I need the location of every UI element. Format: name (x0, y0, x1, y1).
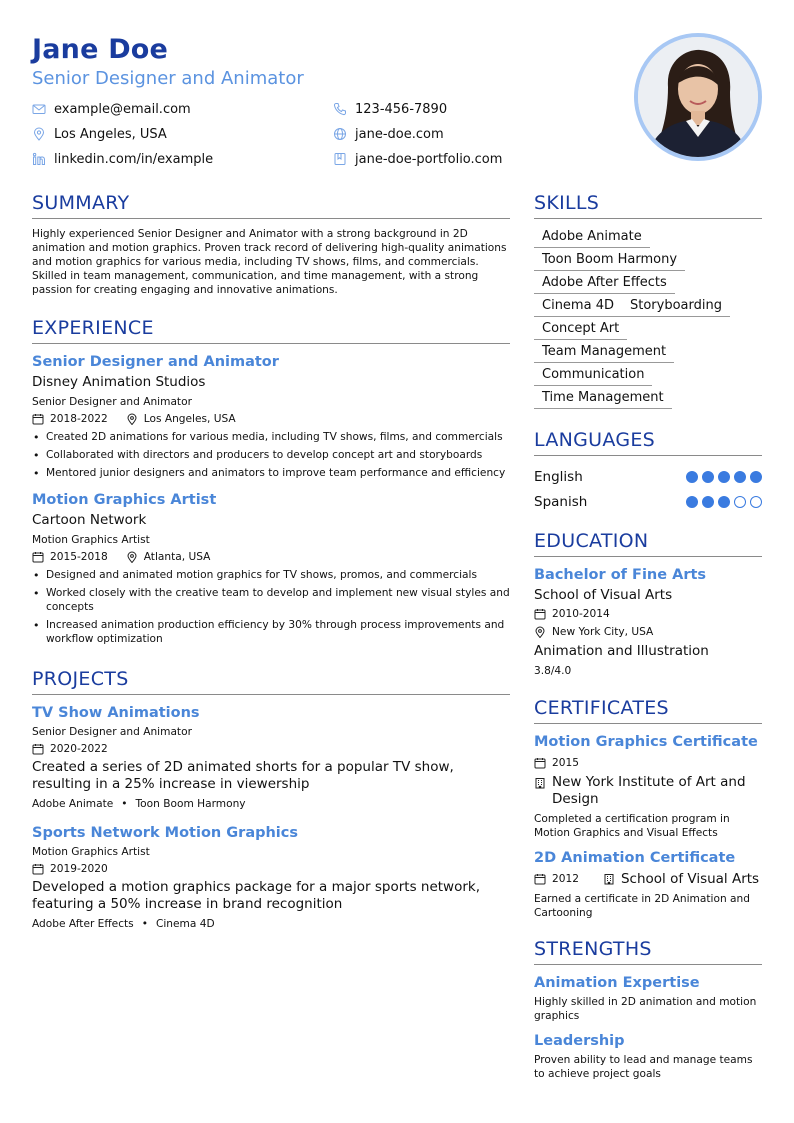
contact-linkedin[interactable] (32, 150, 213, 168)
certificate-year: 2012 (552, 873, 579, 885)
rating-dot (750, 496, 762, 508)
project-tag: Adobe After Effects (32, 918, 134, 930)
degree-title: Bachelor of Fine Arts (534, 567, 707, 583)
project-dates: 2019-2020 (50, 863, 108, 875)
position-label: Motion Graphics Artist (32, 534, 150, 546)
job-title: Senior Designer and Animator (32, 354, 279, 370)
bullet-item: • Increased animation production efficiency by 30% through process improvements and workflow optimization (32, 618, 510, 646)
project-tag: Toon Boom Harmony (135, 798, 246, 810)
language-row (534, 464, 762, 489)
rating-dot (686, 496, 698, 508)
skill-tag: Adobe After Effects (534, 273, 675, 294)
contact-email[interactable] (32, 100, 191, 118)
envelope-icon (32, 102, 46, 116)
project-dates: 2020-2022 (50, 743, 108, 755)
rating-dot (750, 471, 762, 483)
project-title: Sports Network Motion Graphics (32, 825, 299, 841)
map-pin-icon (32, 127, 46, 141)
proficiency-rating (686, 496, 762, 508)
building-icon (534, 777, 546, 789)
field-of-study: Animation and Illustration (534, 643, 709, 659)
strength-title: Animation Expertise (534, 975, 700, 991)
education-heading: EDUCATION (534, 530, 762, 557)
location-text: Los Angeles, USA (54, 126, 167, 142)
language-name: Spanish (534, 493, 588, 510)
certificate-issuer: School of Visual Arts (620, 871, 760, 887)
rating-dot (686, 471, 698, 483)
proficiency-rating (686, 471, 762, 483)
website-text: jane-doe.com (355, 126, 444, 142)
skill-tag: Time Management (534, 388, 672, 409)
calendar-icon (534, 608, 546, 620)
skill-tag: Team Management (534, 342, 674, 363)
skill-tag: Communication (534, 365, 652, 386)
certificate-year-row (534, 870, 762, 888)
strength-description: Proven ability to lead and manage teams to achieve project goals (534, 1054, 753, 1080)
school-name: School of Visual Arts (534, 587, 673, 603)
calendar-icon (534, 757, 546, 769)
project-entry (32, 703, 510, 813)
certificate-title: 2D Animation Certificate (534, 850, 736, 866)
calendar-icon (32, 743, 44, 755)
job-title: Motion Graphics Artist (32, 492, 217, 508)
education-location: New York City, USA (552, 626, 654, 638)
certificate-description: Completed a certification program in Motion Graphics and Visual Effects (534, 813, 730, 839)
project-role: Senior Designer and Animator (32, 726, 192, 738)
phone-text: 123-456-7890 (355, 101, 448, 117)
globe-icon (333, 127, 347, 141)
job-dates: 2018-2022 (50, 413, 108, 425)
bookmark-icon (333, 152, 347, 166)
summary-text: Highly experienced Senior Designer and Animator with a strong background in 2D animation and motion graphics. Proven track record of delivering high-quality animations and motion graphics for various media, including TV shows, films, and commercials. Skilled in team management, communication, and time management, with a strong passion for creating engaging and innovative animations. (32, 228, 507, 296)
avatar (638, 37, 758, 157)
portfolio-text: jane-doe-portfolio.com (355, 151, 503, 167)
gpa-text: 3.8/4.0 (534, 665, 572, 677)
project-tag: Adobe Animate (32, 798, 114, 810)
experience-entry (32, 490, 510, 646)
linkedin-text: linkedin.com/in/example (54, 151, 214, 167)
job-bullets (32, 568, 510, 646)
languages-heading: LANGUAGES (534, 429, 762, 456)
bullet-item: • Worked closely with the creative team to develop and implement new visual styles and concepts (32, 586, 510, 614)
resume-header (32, 34, 632, 180)
company-name: Disney Animation Studios (32, 374, 206, 390)
education-dates: 2010-2014 (552, 608, 610, 620)
job-meta (32, 548, 510, 566)
phone-icon (333, 102, 347, 116)
calendar-icon (32, 863, 44, 875)
position-label: Senior Designer and Animator (32, 396, 192, 408)
projects-heading: PROJECTS (32, 668, 510, 695)
language-name: English (534, 468, 583, 485)
bullet-item: • Collaborated with directors and producers to develop concept art and storyboards (32, 448, 510, 462)
certificate-issuer-row (534, 774, 762, 808)
bullet-item: • Designed and animated motion graphics for TV shows, promos, and commercials (32, 568, 510, 582)
project-title: TV Show Animations (32, 705, 200, 721)
strengths-heading: STRENGTHS (534, 938, 762, 965)
project-meta (32, 740, 510, 758)
strength-entry (534, 1031, 762, 1081)
calendar-icon (32, 413, 44, 425)
calendar-icon (32, 551, 44, 563)
strength-title: Leadership (534, 1033, 625, 1049)
map-pin-icon (126, 413, 138, 425)
job-location: Los Angeles, USA (143, 413, 236, 425)
languages-list (534, 464, 762, 514)
education-location-row (534, 623, 762, 641)
main-column (32, 192, 510, 933)
job-location: Atlanta, USA (143, 551, 211, 563)
rating-dot (702, 471, 714, 483)
certificate-issuer: New York Institute of Art and Design (552, 774, 746, 807)
company-name: Cartoon Network (32, 512, 147, 528)
contact-website[interactable] (333, 125, 444, 143)
skill-tag: Toon Boom Harmony (534, 250, 685, 271)
certificate-description: Earned a certificate in 2D Animation and Cartooning (534, 893, 750, 919)
job-dates: 2015-2018 (50, 551, 108, 563)
language-row (534, 489, 762, 514)
candidate-name: Jane Doe (32, 34, 169, 65)
contact-phone[interactable] (333, 100, 447, 118)
strength-description: Highly skilled in 2D animation and motion graphics (534, 996, 757, 1022)
skill-tag: Concept Art (534, 319, 627, 340)
skills-list (534, 227, 762, 411)
education-entry (534, 565, 762, 681)
strength-entry (534, 973, 762, 1023)
certificate-entry (534, 732, 762, 840)
rating-dot (702, 496, 714, 508)
bullet-item: • Created 2D animations for various media, including TV shows, films, and commercials (32, 430, 510, 444)
project-tags: Adobe After Effects • Cinema 4D (32, 918, 215, 930)
candidate-title: Senior Designer and Animator (32, 68, 304, 89)
project-tag: Cinema 4D (155, 918, 215, 930)
rating-dot (734, 471, 746, 483)
certificate-entry (534, 848, 762, 920)
education-dates-row (534, 605, 762, 623)
contact-list (32, 100, 632, 180)
certificate-year-row (534, 754, 762, 772)
skills-heading: SKILLS (534, 192, 762, 219)
skill-tag: Storyboarding (622, 296, 730, 317)
project-description: Developed a motion graphics package for a major sports network, featuring a 50% increase in brand recognition (32, 879, 481, 912)
profile-photo (634, 33, 762, 161)
side-column (534, 192, 762, 1081)
project-meta (32, 860, 510, 878)
linkedin-icon (32, 152, 46, 166)
project-role: Motion Graphics Artist (32, 846, 150, 858)
certificate-title: Motion Graphics Certificate (534, 734, 758, 750)
project-tags: Adobe Animate • Toon Boom Harmony (32, 798, 246, 810)
bullet-item: • Mentored junior designers and animators to improve team performance and efficiency (32, 466, 510, 480)
calendar-icon (534, 873, 546, 885)
contact-portfolio[interactable] (333, 150, 502, 168)
rating-dot (734, 496, 746, 508)
certificate-year: 2015 (552, 757, 579, 769)
experience-entry (32, 352, 510, 480)
email-text: example@email.com (54, 101, 191, 117)
job-meta (32, 410, 510, 428)
building-icon (603, 873, 615, 885)
skill-tag: Cinema 4D (534, 296, 622, 317)
summary-heading: SUMMARY (32, 192, 510, 219)
experience-heading: EXPERIENCE (32, 317, 510, 344)
project-entry (32, 823, 510, 933)
map-pin-icon (126, 551, 138, 563)
certificates-heading: CERTIFICATES (534, 697, 762, 724)
rating-dot (718, 496, 730, 508)
project-description: Created a series of 2D animated shorts for a popular TV show, resulting in a 25% increase in viewership (32, 759, 454, 792)
rating-dot (718, 471, 730, 483)
map-pin-icon (534, 626, 546, 638)
skill-tag: Adobe Animate (534, 227, 650, 248)
job-bullets (32, 430, 510, 480)
contact-location (32, 125, 167, 143)
